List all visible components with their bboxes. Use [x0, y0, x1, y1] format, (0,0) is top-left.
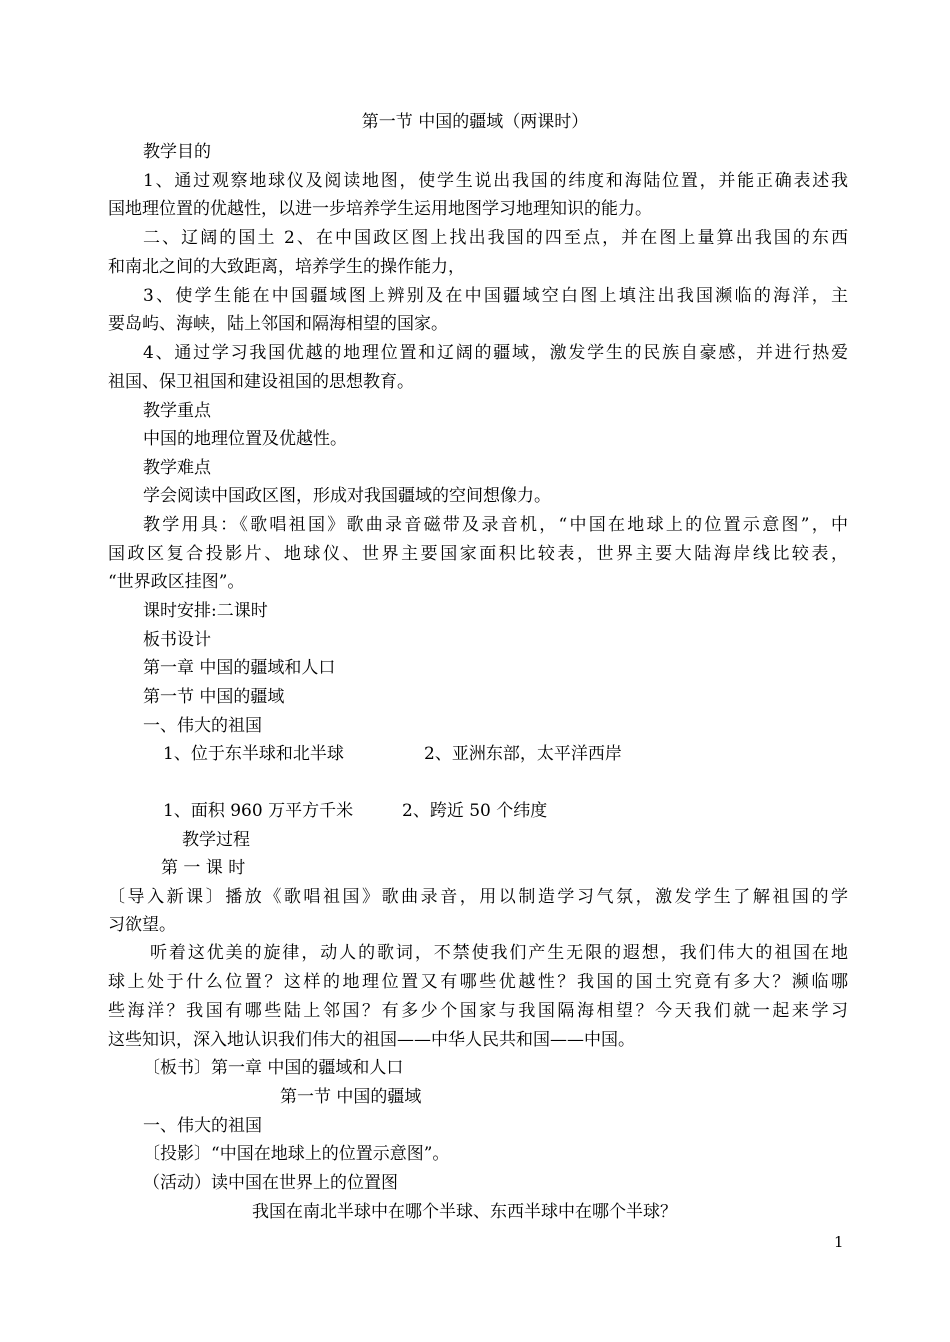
objective-2-line-2: 和南北之间的大致距离，培养学生的操作能力，: [108, 257, 465, 277]
page-title: 第一节 中国的疆域（两课时）: [361, 112, 589, 132]
teaching-tools-line-3: “世界政区挂图”。: [108, 572, 245, 592]
board-2-chapter: 〔板书〕第一章 中国的疆域和人口: [143, 1058, 404, 1078]
objective-1-line-1: 1、通过观察地球仪及阅读地图，使学生说出我国的纬度和海陆位置，并能正确表述我: [143, 171, 848, 191]
activity-note: （活动）读中国在世界上的位置图: [143, 1173, 398, 1193]
board-item-2: 2、亚洲东部，太平洋西岸: [424, 744, 622, 764]
page-number: 1: [834, 1233, 844, 1251]
paragraph-line-4: 这些知识，深入地认识我们伟大的祖国——中华人民共和国——中国。: [108, 1030, 635, 1050]
lesson-one-heading: 第 一 课 时: [161, 858, 246, 878]
objective-3-line-1: 3、使学生能在中国疆域图上辨别及在中国疆域空白图上填注出我国濒临的海洋，主: [143, 286, 848, 306]
objective-4-line-1: 4、通过学习我国优越的地理位置和辽阔的疆域，激发学生的民族自豪感，并进行热爱: [143, 343, 848, 363]
difficulty-text: 学会阅读中国政区图，形成对我国疆域的空间想像力。: [143, 486, 551, 506]
board-item-1: 1、位于东半球和北半球: [163, 744, 344, 764]
teaching-tools-line-1: 教学用具：《歌唱祖国》歌曲录音磁带及录音机，“中国在地球上的位置示意图”，中: [143, 515, 848, 535]
paragraph-line-1: 听着这优美的旋律，动人的歌词，不禁使我们产生无限的遐想，我们伟大的祖国在地: [150, 943, 848, 963]
objective-1-line-2: 国地理位置的优越性，以进一步培养学生运用地图学习地理知识的能力。: [108, 199, 652, 219]
objective-4-line-2: 祖国、保卫祖国和建设祖国的思想教育。: [108, 372, 414, 392]
projection-note: 〔投影〕“中国在地球上的位置示意图”。: [143, 1144, 450, 1164]
teaching-tools-line-2: 国政区复合投影片、地球仪、世界主要国家面积比较表，世界主要大陆海岸线比较表，: [108, 544, 848, 564]
intro-line-1: 〔导入新课〕播放《歌唱祖国》歌曲录音，用以制造学习气氛，激发学生了解祖国的学: [108, 887, 848, 907]
board-section: 第一节 中国的疆域: [143, 687, 285, 707]
difficulty-heading: 教学难点: [143, 458, 211, 478]
board-2-section: 第一节 中国的疆域: [280, 1087, 422, 1107]
objective-2-line-1: 二、辽阔的国土 2、在中国政区图上找出我国的四至点，并在图上量算出我国的东西: [143, 228, 848, 248]
process-heading: 教学过程: [182, 830, 250, 850]
board-item-3: 1、面积 960 万平方千米: [163, 801, 354, 821]
intro-line-2: 习欲望。: [108, 915, 176, 935]
key-points-text: 中国的地理位置及优越性。: [143, 429, 347, 449]
board-item-4: 2、跨近 50 个纬度: [402, 801, 548, 821]
schedule: 课时安排:二课时: [143, 601, 268, 621]
key-points-heading: 教学重点: [143, 401, 211, 421]
board-2-part: 一、伟大的祖国: [143, 1116, 262, 1136]
objective-3-line-2: 要岛屿、海峡，陆上邻国和隔海相望的国家。: [108, 314, 448, 334]
objectives-heading: 教学目的: [143, 142, 211, 162]
paragraph-line-3: 些海洋？我国有哪些陆上邻国？有多少个国家与我国隔海相望？今天我们就一起来学习: [108, 1001, 848, 1021]
paragraph-line-2: 球上处于什么位置？这样的地理位置又有哪些优越性？我国的国土究竟有多大？濒临哪: [108, 972, 848, 992]
board-chapter: 第一章 中国的疆域和人口: [143, 658, 336, 678]
board-design-heading: 板书设计: [143, 630, 211, 650]
board-part: 一、伟大的祖国: [143, 716, 262, 736]
question-text: 我国在南北半球中在哪个半球、东西半球中在哪个半球？: [252, 1202, 677, 1222]
